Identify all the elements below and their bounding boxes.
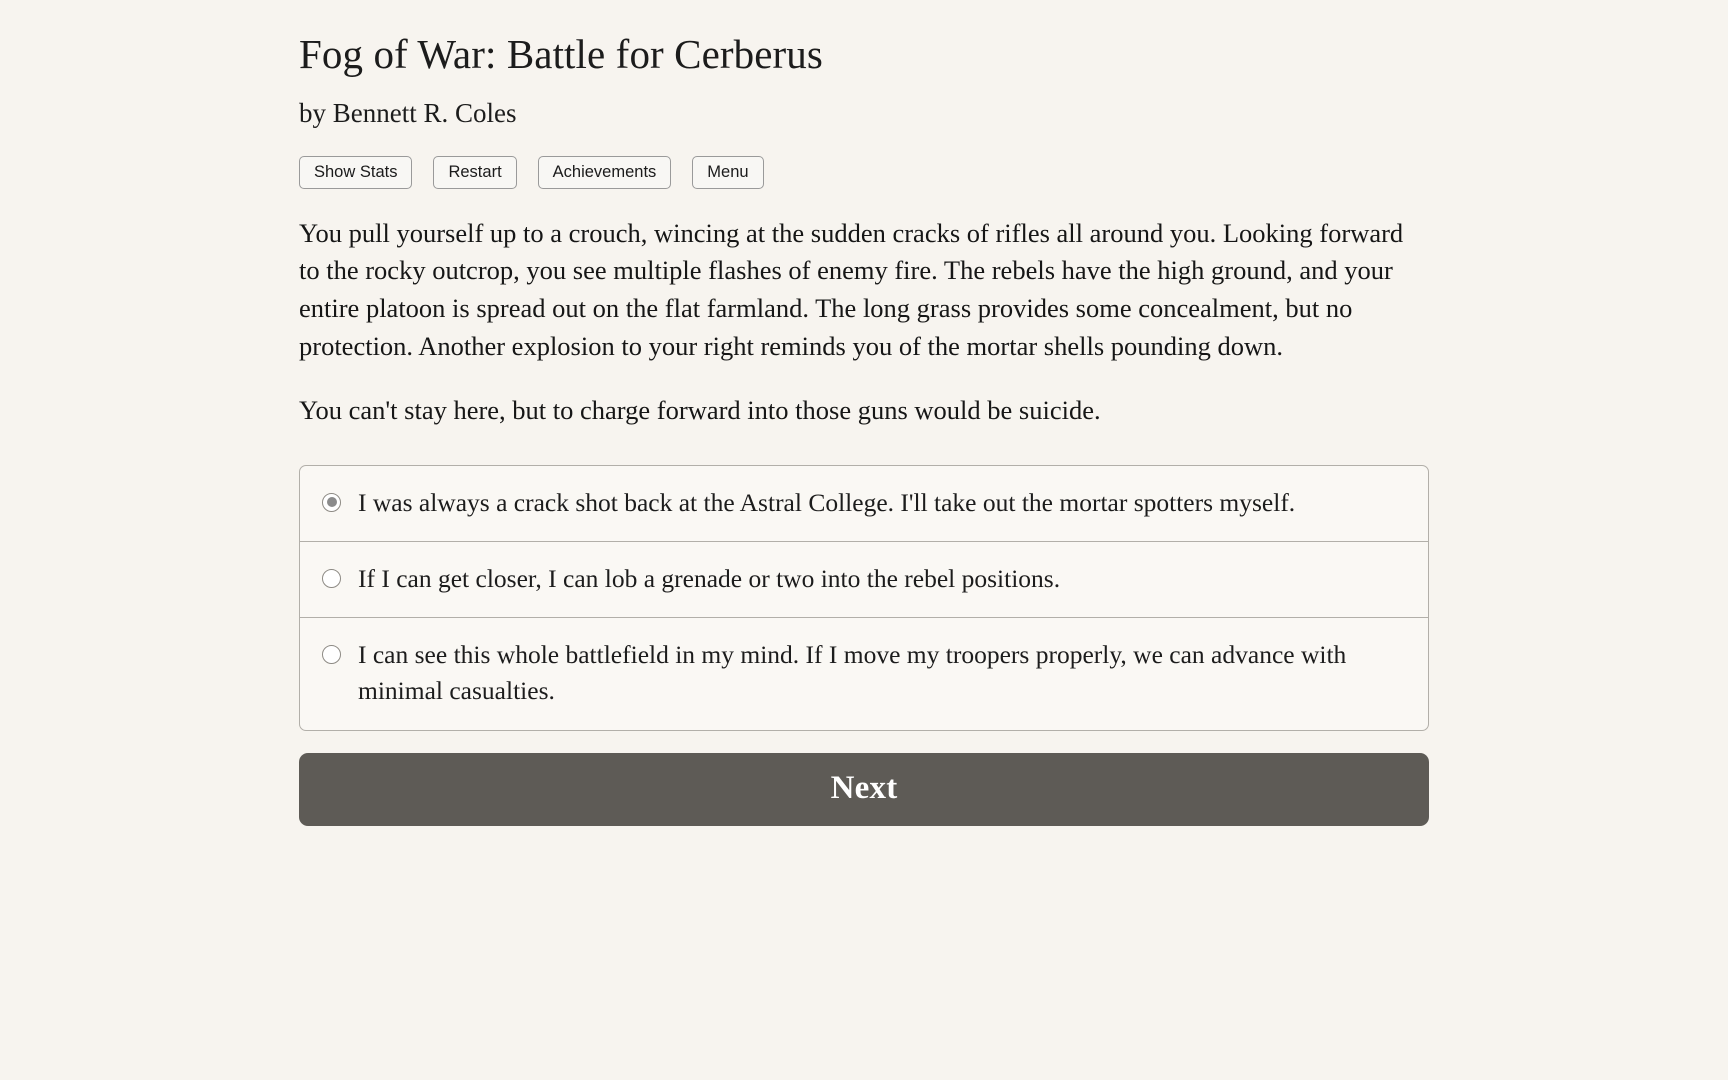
choice-label: If I can get closer, I can lob a grenade or two into the rebel positions.	[358, 564, 1061, 594]
choice-list	[299, 465, 1429, 731]
choice-option[interactable]	[300, 466, 1428, 542]
choice-option[interactable]	[300, 542, 1428, 618]
radio-icon[interactable]	[322, 569, 341, 588]
radio-icon[interactable]	[322, 645, 341, 664]
choice-label: I was always a crack shot back at the Astral College. I'll take out the mortar spotters myself.	[358, 487, 1296, 517]
game-toolbar	[299, 156, 1429, 189]
story-text	[299, 215, 1429, 430]
choice-option[interactable]	[300, 618, 1428, 729]
next-button[interactable]: Next	[299, 753, 1429, 826]
choice-label: I can see this whole battlefield in my mind. If I move my troopers properly, we can advance with minimal casualties.	[358, 640, 1347, 706]
achievements-button[interactable]: Achievements	[538, 156, 672, 189]
page-title: Fog of War: Battle for Cerberus	[299, 31, 823, 77]
radio-icon-selected[interactable]	[322, 493, 341, 512]
author-byline: by Bennett R. Coles	[299, 98, 517, 129]
game-page	[299, 0, 1429, 826]
show-stats-button[interactable]: Show Stats	[299, 156, 412, 189]
restart-button[interactable]: Restart	[433, 156, 516, 189]
story-paragraph: You can't stay here, but to charge forward into those guns would be suicide.	[299, 395, 1101, 426]
story-paragraph: You pull yourself up to a crouch, wincing at the sudden cracks of rifles all around you. Looking forward to the rocky outcrop, you see multiple flashes of enemy fire. The rebels have the high ground, and your entire platoon is spread out on the flat farmland. The long grass provides some concealment, but no protection. Another explosion to your right reminds you of the mortar shells pounding down.	[299, 217, 1404, 361]
menu-button[interactable]: Menu	[692, 156, 763, 189]
